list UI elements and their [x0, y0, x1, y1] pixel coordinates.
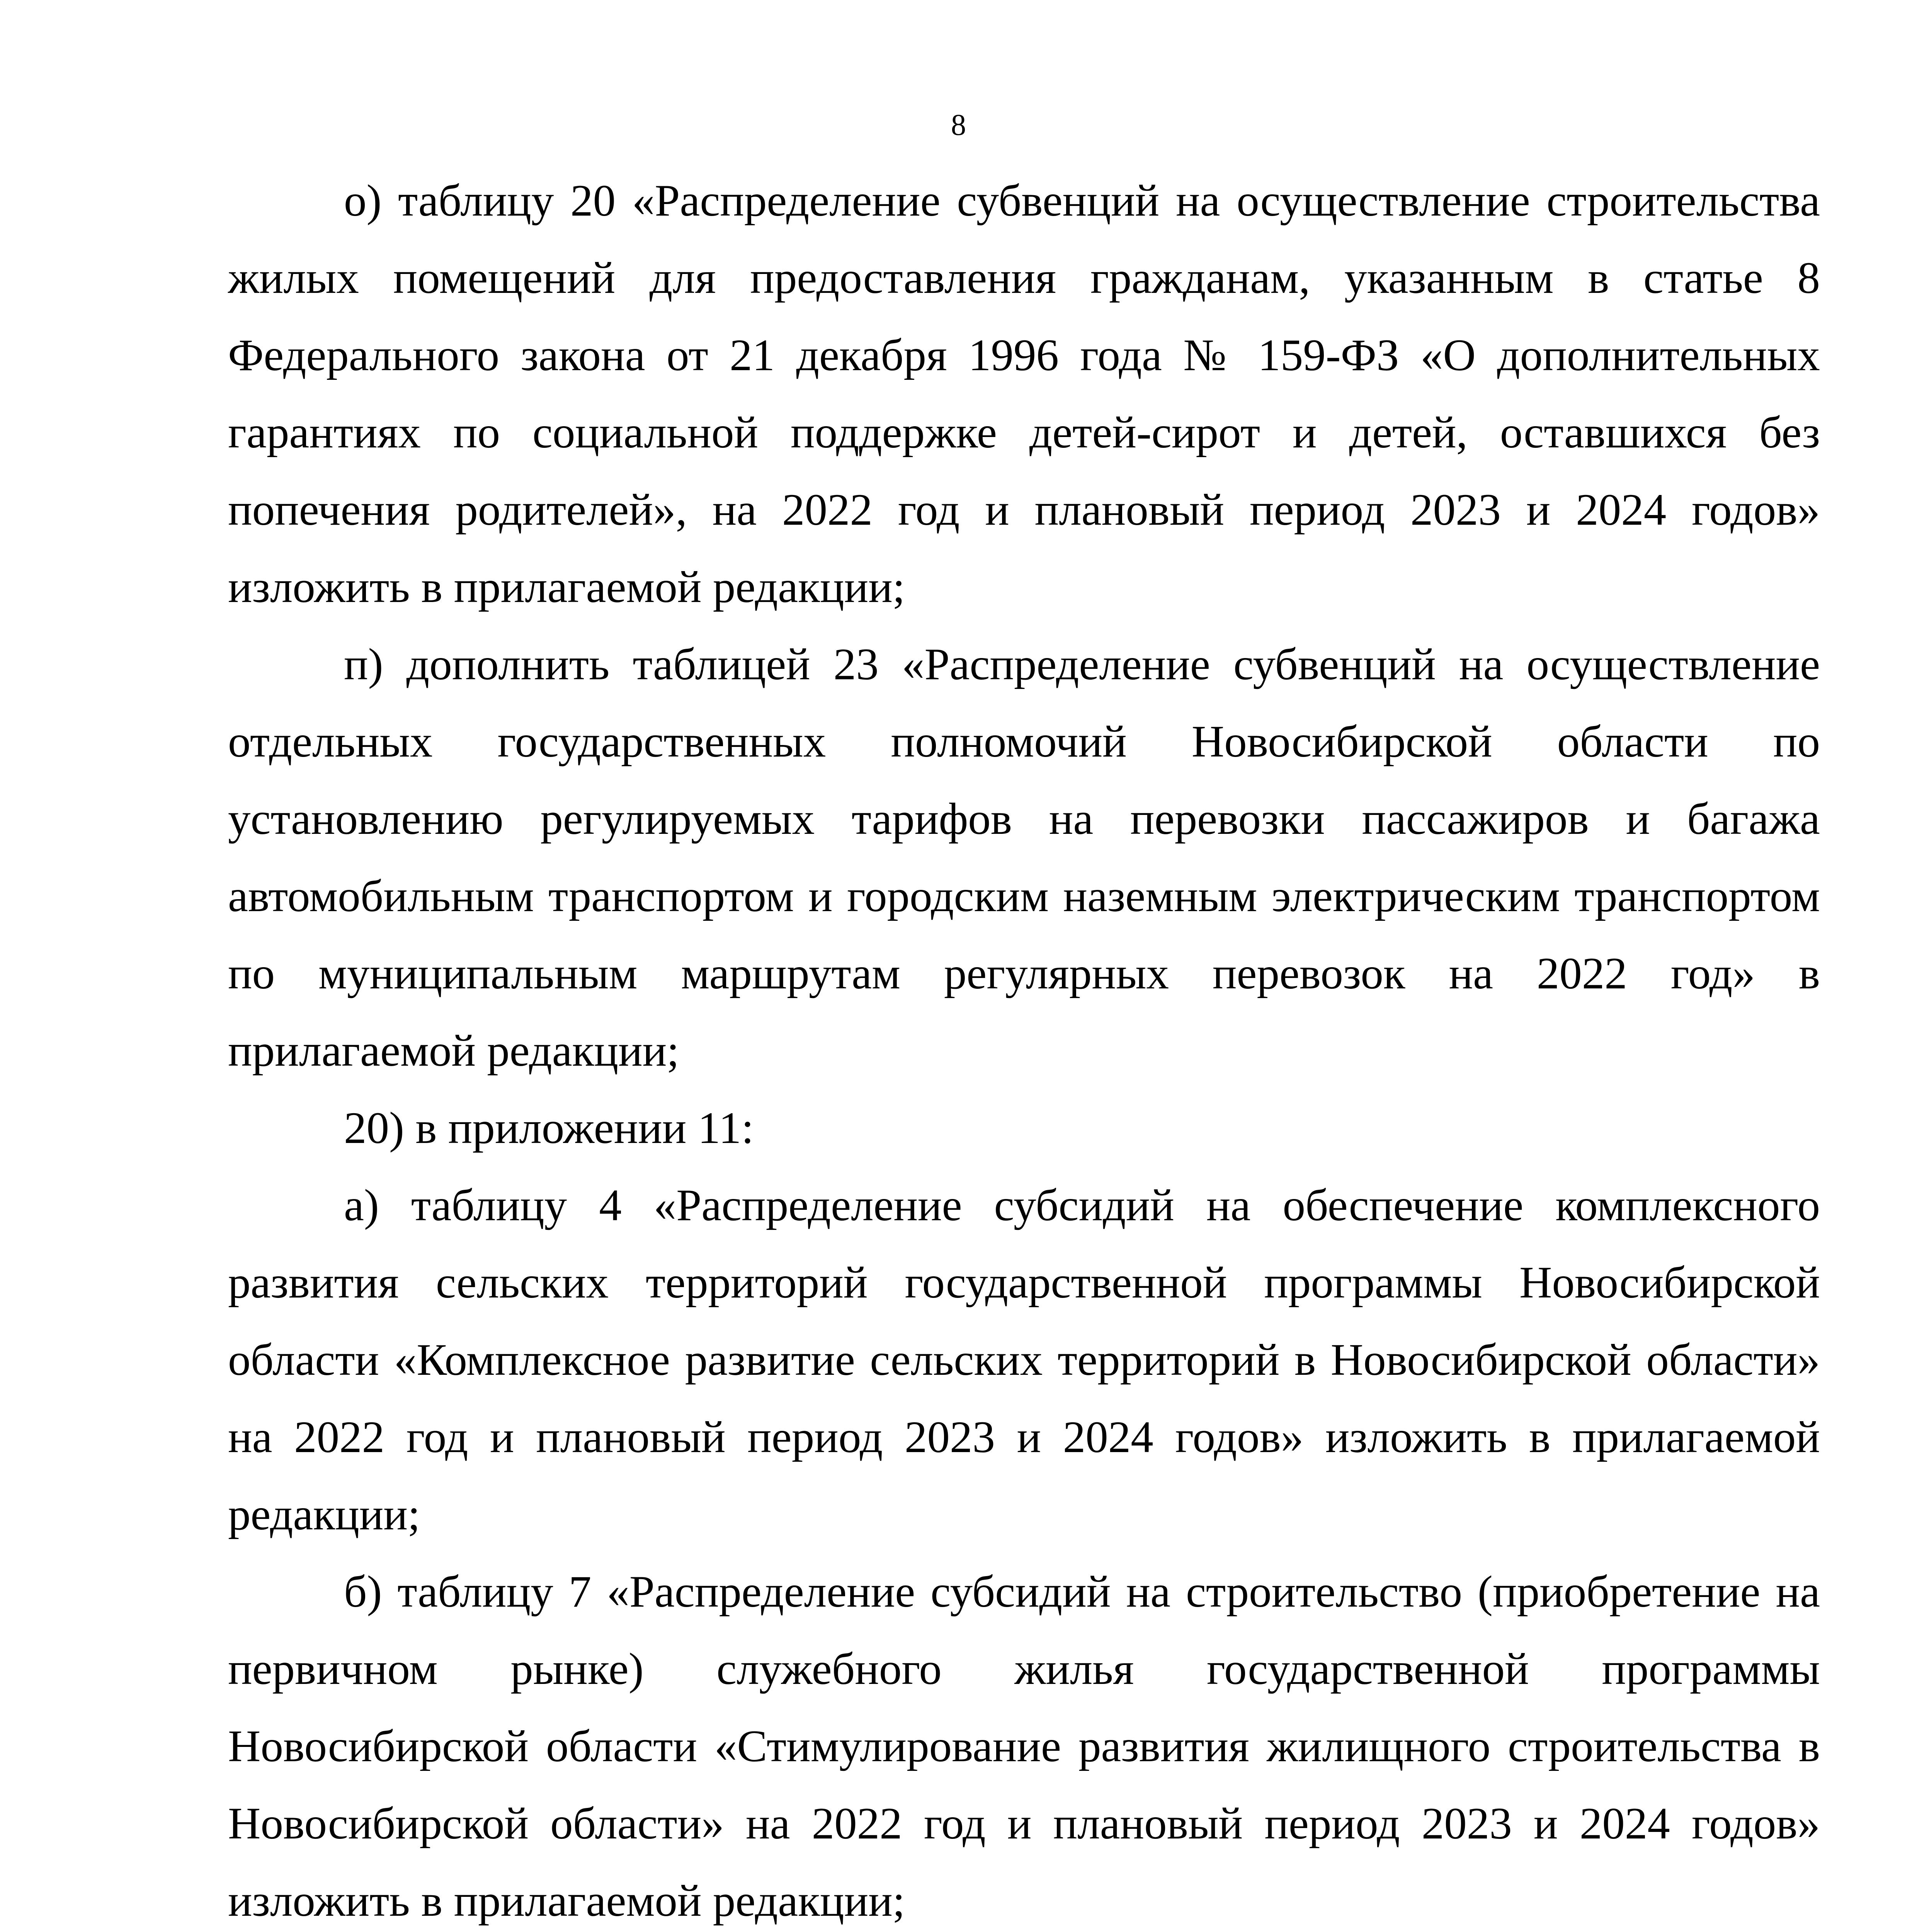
paragraph-section-20: 20) в приложении 11:	[344, 1103, 754, 1153]
paragraph-item-b: б) таблицу 7 «Распределение субсидий на строительство (приобретение на первичном рынке) служебного жилья государственной программы Новосибирской области «Стимулирование развития жилищного строительства в Новосибирской области» на 2022 год и плановый период 2023 и 2024 годов» изложить в прилагаемой редакции;	[228, 1567, 1820, 1926]
paragraph-item-a: а) таблицу 4 «Распределение субсидий на обеспечение комплексного развития сельских территорий государственной программы Новосибирской области «Комплексное развитие сельских территорий в Новосибирской области» на 2022 год и плановый период 2023 и 2024 годов» изложить в прилагаемой редакции;	[228, 1180, 1820, 1539]
document-body	[228, 162, 1820, 1932]
paragraph-item-p: п) дополнить таблицей 23 «Распределение субвенций на осуществление отдельных государственных полномочий Новосибирской области по установлению регулируемых тарифов на перевозки пассажиров и багажа автомобильным транспортом и городским наземным электрическим транспортом по муниципальным маршрутам регулярных перевозок на 2022 год» в прилагаемой редакции;	[228, 639, 1820, 1076]
page-number: 8	[951, 108, 966, 141]
paragraph-item-o: о) таблицу 20 «Распределение субвенций на осуществление строительства жилых помещений для предоставления гражданам, указанным в статье 8 Федерального закона от 21 декабря 1996 года № 159-ФЗ «О дополнительных гарантиях по социальной поддержке детей-сирот и детей, оставшихся без попечения родителей», на 2022 год и плановый период 2023 и 2024 годов» изложить в прилагаемой редакции;	[228, 176, 1820, 612]
